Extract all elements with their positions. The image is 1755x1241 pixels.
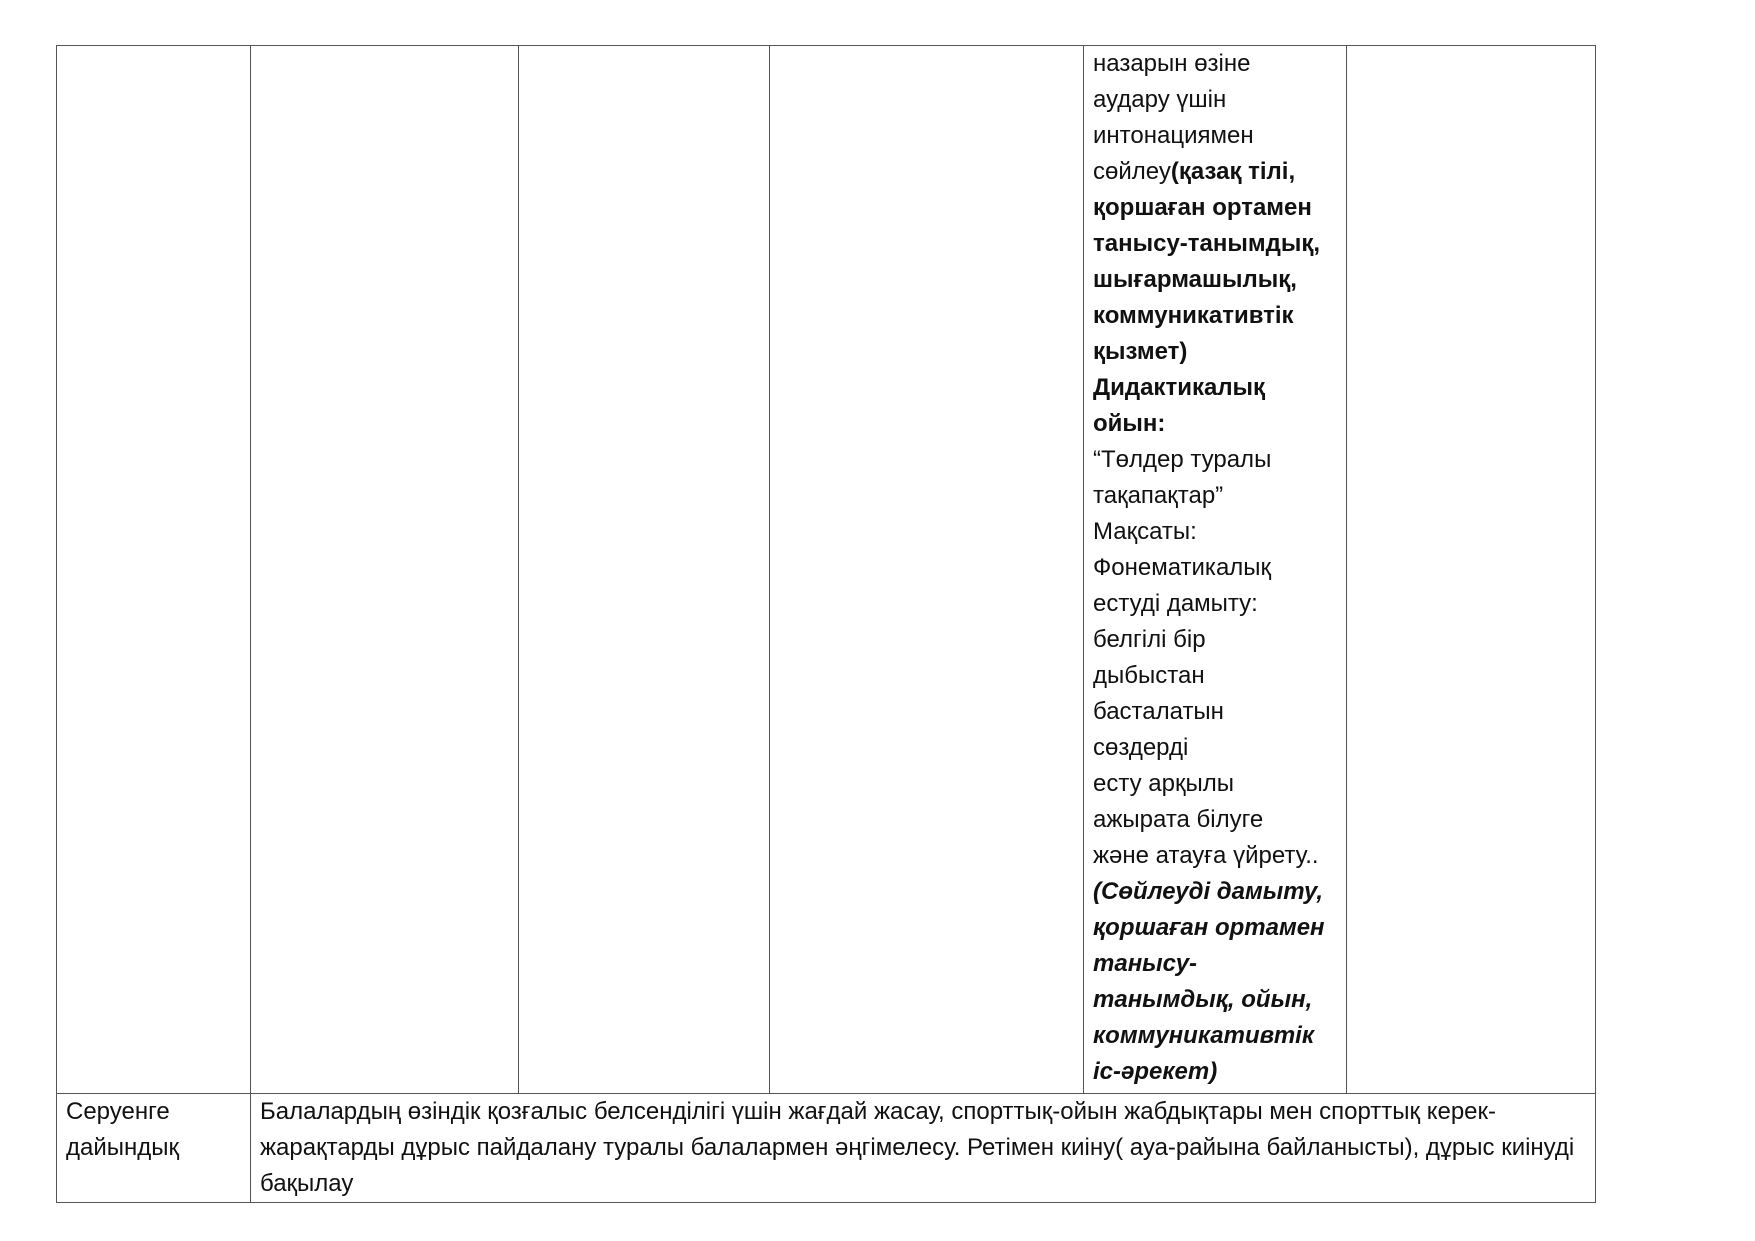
walk-prep-text: Балалардың өзіндік қозғалыс белсенділігі үшін жағдай жасау, спорттық-ойын жабдықтары мен спорттық керек-жарақтарды дұрыс пайдалану туралы балалармен әңгімелесу. Ретімен киіну( ауа-райына байланысты), дұрыс киінуді бақылау bbox=[251, 1094, 1596, 1203]
table-cell bbox=[1347, 46, 1596, 1094]
activity-line bbox=[1093, 874, 1337, 910]
activity-line bbox=[1093, 1054, 1337, 1090]
activity-line bbox=[1093, 730, 1337, 766]
activity-line bbox=[1093, 82, 1337, 118]
activity-line bbox=[1093, 982, 1337, 1018]
activity-line bbox=[1093, 154, 1337, 190]
activity-line bbox=[1093, 478, 1337, 514]
activity-line bbox=[1093, 658, 1337, 694]
activity-text: іс-әрекет) bbox=[1093, 1058, 1218, 1085]
activity-line bbox=[1093, 802, 1337, 838]
activity-text: Дидактикалық bbox=[1093, 374, 1266, 401]
activity-line bbox=[1093, 370, 1337, 406]
activity-text: белгілі бір bbox=[1093, 626, 1206, 653]
table-row bbox=[57, 1094, 1596, 1203]
activity-line bbox=[1093, 334, 1337, 370]
activity-line bbox=[1093, 262, 1337, 298]
activity-line bbox=[1093, 442, 1337, 478]
activity-line bbox=[1093, 586, 1337, 622]
table-cell bbox=[519, 46, 770, 1094]
activity-text: тақапақтар” bbox=[1093, 482, 1224, 509]
activity-text: естуді дамыту: bbox=[1093, 590, 1258, 617]
activity-line bbox=[1093, 514, 1337, 550]
activity-text: “Төлдер туралы bbox=[1093, 446, 1272, 473]
activity-text: танысу- bbox=[1093, 950, 1198, 977]
activity-text: сөйлеу bbox=[1093, 158, 1171, 185]
activity-line bbox=[1093, 766, 1337, 802]
activity-text: есту арқылы bbox=[1093, 770, 1234, 797]
activity-line bbox=[1093, 1018, 1337, 1054]
table-row bbox=[57, 46, 1596, 1094]
activity-text: аудару үшін bbox=[1093, 86, 1227, 113]
activity-text: қоршаған ортамен bbox=[1093, 914, 1325, 941]
activity-text: танымдық, ойын, bbox=[1093, 986, 1313, 1013]
activity-text: коммуникативтік bbox=[1093, 302, 1294, 329]
activity-text: дыбыстан bbox=[1093, 662, 1205, 689]
table-cell bbox=[770, 46, 1084, 1094]
activity-text: (қазақ тілі, bbox=[1170, 158, 1296, 185]
activity-line bbox=[1093, 298, 1337, 334]
walk-prep-label: Серуенге дайындық bbox=[57, 1094, 251, 1203]
activity-text: сөздерді bbox=[1093, 734, 1189, 761]
activity-line bbox=[1093, 622, 1337, 658]
activity-line bbox=[1093, 118, 1337, 154]
activity-cell bbox=[1084, 46, 1347, 1094]
table-cell bbox=[57, 46, 251, 1094]
activity-line bbox=[1093, 190, 1337, 226]
activity-text: (Сөйлеуді дамыту, bbox=[1093, 878, 1324, 905]
activity-text: Мақсаты: bbox=[1093, 518, 1197, 545]
activity-line bbox=[1093, 406, 1337, 442]
activity-text: шығармашылық, bbox=[1093, 266, 1297, 293]
activity-text: назарын өзіне bbox=[1093, 50, 1251, 77]
activity-text: коммуникативтік bbox=[1093, 1022, 1314, 1049]
activity-line bbox=[1093, 694, 1337, 730]
activity-text: және атауға үйрету.. bbox=[1093, 842, 1319, 869]
activity-line bbox=[1093, 226, 1337, 262]
activity-text: қызмет) bbox=[1093, 338, 1188, 365]
activity-line bbox=[1093, 910, 1337, 946]
activity-text: танысу-танымдық, bbox=[1093, 230, 1321, 257]
activity-line bbox=[1093, 946, 1337, 982]
activity-text: ойын: bbox=[1093, 410, 1166, 437]
table-cell bbox=[251, 46, 519, 1094]
activity-text: интонациямен bbox=[1093, 122, 1254, 149]
activity-line bbox=[1093, 550, 1337, 586]
activity-line bbox=[1093, 838, 1337, 874]
activity-line bbox=[1093, 46, 1337, 82]
activity-text: басталатын bbox=[1093, 698, 1224, 725]
plan-table bbox=[56, 45, 1596, 1203]
activity-text: Фонематикалық bbox=[1093, 554, 1272, 581]
activity-text: қоршаған ортамен bbox=[1093, 194, 1312, 221]
activity-text: ажырата білуге bbox=[1093, 806, 1264, 833]
